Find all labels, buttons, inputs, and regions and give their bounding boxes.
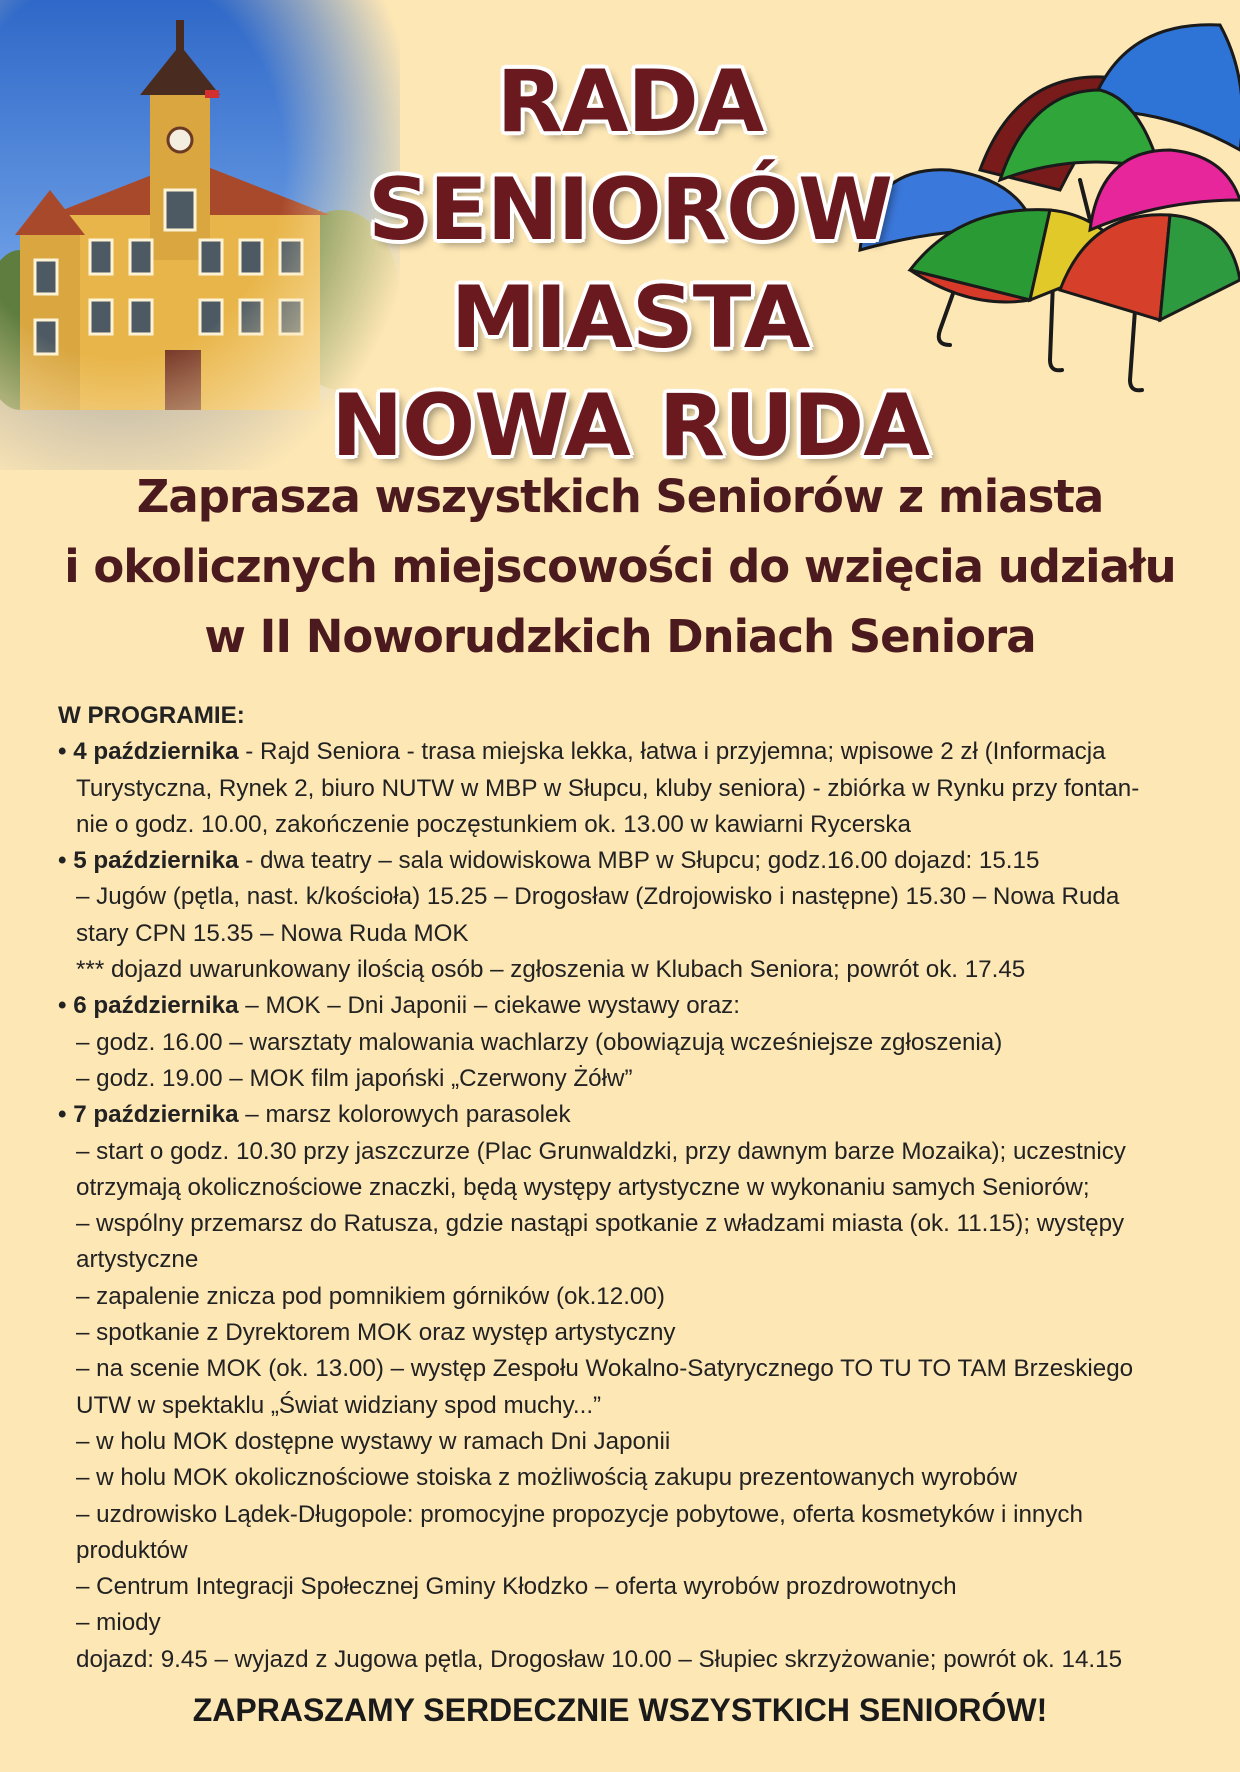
program-line: UTW w spektaklu „Świat widziany spod muchy...”	[76, 1391, 602, 1419]
bullet: •	[58, 847, 74, 875]
program-line: – na scenie MOK (ok. 13.00) – występ Zespołu Wokalno-Satyrycznego TO TU TO TAM Brzeskiego	[76, 1355, 1134, 1383]
program-date: 4 października	[73, 738, 239, 766]
program-line: – Jugów (pętla, nast. k/kościoła) 15.25 – Drogosław (Zdrojowisko i następne) 15.30 – Nowa Ruda	[76, 883, 1120, 911]
program-line: – godz. 19.00 – MOK film japoński „Czerwony Żółw”	[76, 1064, 633, 1092]
invitation-subtitle	[30, 462, 1210, 672]
program-date: 5 października	[73, 847, 239, 875]
subtitle-line-3: w II Noworudzkich Dniach Seniora	[204, 610, 1036, 663]
program-item-oct-6	[58, 988, 1198, 1097]
program-item-oct-4	[58, 734, 1198, 843]
program-line	[58, 843, 1198, 879]
bullet: •	[58, 992, 74, 1020]
bullet: •	[58, 738, 74, 766]
program-line	[58, 1097, 1198, 1133]
program-line: stary CPN 15.35 – Nowa Ruda MOK	[76, 919, 469, 947]
title-line-3: NOWA RUDA	[331, 376, 929, 476]
program-heading: W PROGRAMIE:	[58, 702, 245, 729]
program-text: - Rajd Seniora - trasa miejska lekka, łatwa i przyjemna; wpisowe 2 zł (Informacja	[238, 738, 1106, 766]
title-line-2: MIASTA	[450, 268, 810, 368]
program-section	[58, 698, 1198, 1678]
program-text: – marsz kolorowych parasolek	[238, 1101, 571, 1129]
program-line: – w holu MOK dostępne wystawy w ramach Dni Japonii	[76, 1427, 671, 1455]
program-line: otrzymają okolicznościowe znaczki, będą występy artystyczne w wykonaniu samych Seniorów;	[76, 1173, 1090, 1201]
program-line: – start o godz. 10.30 przy jaszczurze (Plac Grunwaldzki, przy dawnym barze Mozaika); uczestnicy	[76, 1137, 1126, 1165]
program-line: – uzdrowisko Lądek-Długopole: promocyjne propozycje pobytowe, oferta kosmetyków i innych	[76, 1500, 1083, 1528]
program-line: *** dojazd uwarunkowany ilością osób – zgłoszenia w Klubach Seniora; powrót ok. 17.45	[76, 956, 1026, 984]
program-line: – spotkanie z Dyrektorem MOK oraz występ artystyczny	[76, 1319, 676, 1347]
program-line: dojazd: 9.45 – wyjazd z Jugowa pętla, Drogosław 10.00 – Słupiec skrzyżowanie; powrót ok. 14.15	[76, 1645, 1123, 1673]
program-line: – godz. 16.00 – warsztaty malowania wachlarzy (obowiązują wcześniejsze zgłoszenia)	[76, 1028, 1003, 1056]
program-line: – wspólny przemarsz do Ratusza, gdzie nastąpi spotkanie z władzami miasta (ok. 11.15); występy	[76, 1210, 1125, 1238]
program-line: – zapalenie znicza pod pomnikiem górników (ok.12.00)	[76, 1282, 665, 1310]
program-line: Turystyczna, Rynek 2, biuro NUTW w MBP w Słupcu, kluby seniora) - zbiórka w Rynku przy fontan-	[76, 774, 1140, 802]
program-line: nie o godz. 10.00, zakończenie poczęstunkiem ok. 13.00 w kawiarni Rycerska	[76, 810, 911, 838]
subtitle-line-1: Zaprasza wszystkich Seniorów z miasta	[136, 470, 1104, 523]
closing-invitation: ZAPRASZAMY SERDECZNIE WSZYSTKICH SENIORÓW!	[192, 1692, 1048, 1728]
program-item-oct-5	[58, 843, 1198, 988]
poster-title	[250, 48, 1010, 480]
program-line: artystyczne	[76, 1246, 199, 1274]
bullet: •	[58, 1101, 74, 1129]
program-line: – w holu MOK okolicznościowe stoiska z możliwością zakupu prezentowanych wyrobów	[76, 1464, 1018, 1492]
program-line: – miody	[76, 1609, 161, 1637]
program-text: - dwa teatry – sala widowiskowa MBP w Słupcu; godz.16.00 dojazd: 15.15	[238, 847, 1040, 875]
program-date: 7 października	[73, 1101, 239, 1129]
program-line: – Centrum Integracji Społecznej Gminy Kłodzko – oferta wyrobów prozdrowotnych	[76, 1573, 957, 1601]
program-item-oct-7	[58, 1097, 1198, 1678]
program-line	[58, 988, 1198, 1024]
program-text: – MOK – Dni Japonii – ciekawe wystawy oraz:	[238, 992, 740, 1020]
subtitle-line-2: i okolicznych miejscowości do wzięcia udziału	[64, 540, 1176, 593]
program-line	[58, 734, 1198, 770]
title-line-1: RADA SENIORÓW	[368, 52, 892, 260]
program-line: produktów	[76, 1536, 188, 1564]
program-date: 6 października	[73, 992, 239, 1020]
